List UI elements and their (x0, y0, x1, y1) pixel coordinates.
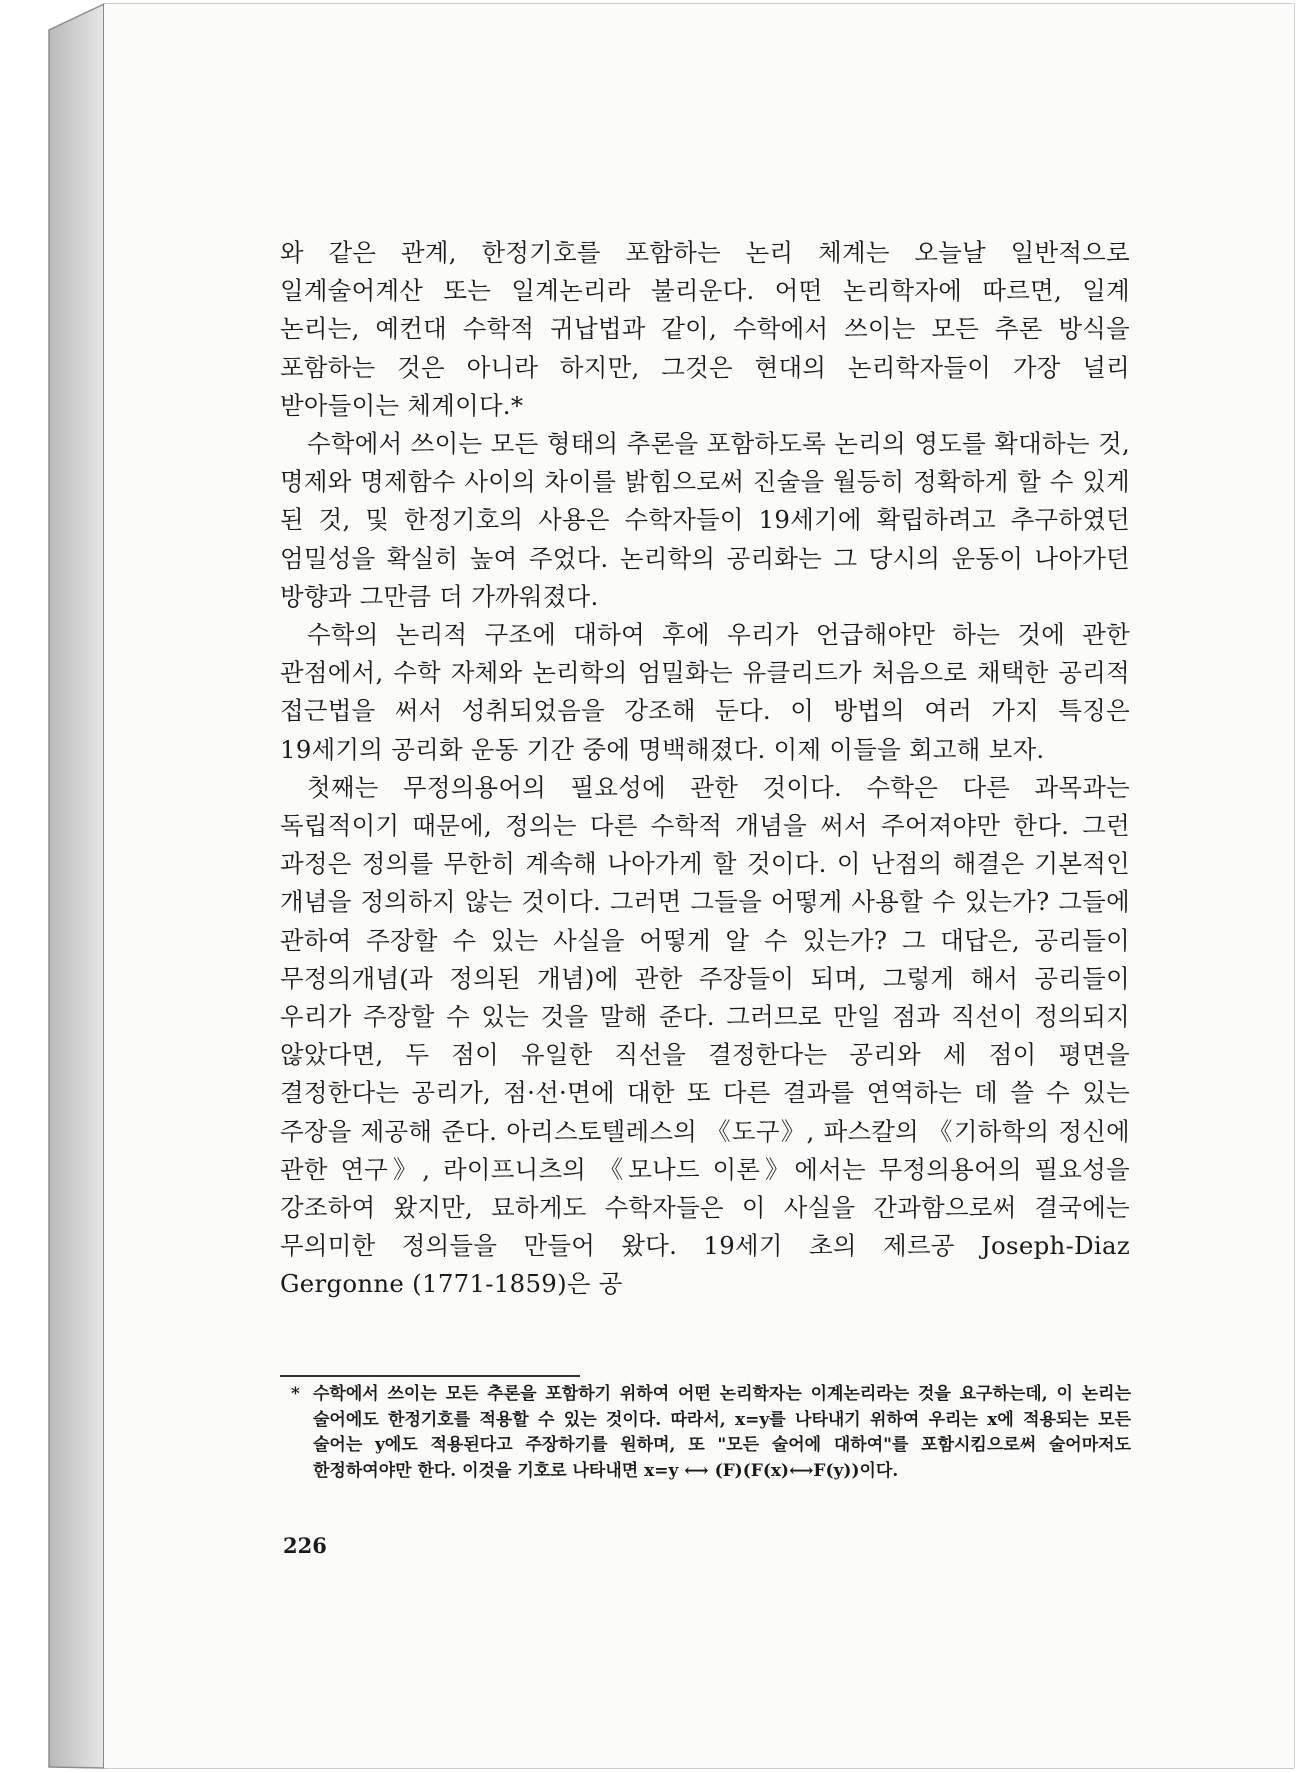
footnote-text: 수학에서 쓰이는 모든 추론을 포함하기 위하여 어떤 논리학자는 이계논리라는 것을 요구하는데, 이 논리는 술어에도 한정기호를 적용할 수 있는 것이다. 따라서, x=y를 나타내기 위하여 우리는 x에 적용되는 모든 술어는 y에도 적용된다고 주장하기를 원하며, 또 "모든 술어에 대하여"를 포함시킴으로써 술어마저도 한정하여야만 한다. 이것을 기호로 나타내면 x=y ⟷ (F)(F(x)⟷F(y))이다. (313, 1384, 1131, 1481)
page-number: 226 (283, 1533, 327, 1558)
footnote-mark: * (291, 1384, 300, 1404)
footnote (291, 1382, 1131, 1484)
paragraph: 와 같은 관계, 한정기호를 포함하는 논리 체계는 오늘날 일반적으로 일계술어계산 또는 일계논리라 불리운다. 어떤 논리학자에 따르면, 일계 논리는, 예컨대 수학적 귀납법과 같이, 수학에서 쓰이는 모든 추론 방식을 포함하는 것은 아니라 하지만, 그것은 현대의 논리학자들이 가장 널리 받아들이는 체계이다.* (280, 238, 1130, 420)
main-body-text (280, 234, 1130, 1304)
footnote-divider (280, 1375, 580, 1377)
paragraph: 수학에서 쓰이는 모든 형태의 추론을 포함하도록 논리의 영도를 확대하는 것, 명제와 명제함수 사이의 차이를 밝힘으로써 진술을 월등히 정확하게 할 수 있게 된 것, 및 한정기호의 사용은 수학자들이 19세기에 확립하려고 추구하였던 엄밀성을 확실히 높여 주었다. 논리학의 공리화는 그 당시의 운동이 나아가던 방향과 그만큼 더 가까워졌다. (280, 429, 1130, 611)
paragraph: 수학의 논리적 구조에 대하여 후에 우리가 언급해야만 하는 것에 관한 관점에서, 수학 자체와 논리학의 엄밀화는 유클리드가 처음으로 채택한 공리적 접근법을 써서 성취되었음을 강조해 둔다. 이 방법의 여러 가지 특징은 19세기의 공리화 운동 기간 중에 명백해졌다. 이제 이들을 회고해 보자. (280, 620, 1130, 764)
paragraph: 첫째는 무정의용어의 필요성에 관한 것이다. 수학은 다른 과목과는 독립적이기 때문에, 정의는 다른 수학적 개념을 써서 주어져야만 한다. 그런 과정은 정의를 무한히 계속해 나아가게 할 것이다. 이 난점의 해결은 기본적인 개념을 정의하지 않는 것이다. 그러면 그들을 어떻게 사용할 수 있는가? 그들에 관하여 주장할 수 있는 사실을 어떻게 알 수 있는가? 그 대답은, 공리들이 무정의개념(과 정의된 개념)에 관한 주장들이 되며, 그렇게 해서 공리들이 우리가 주장할 수 있는 것을 말해 준다. 그러므로 만일 점과 직선이 정의되지 않았다면, 두 점이 유일한 직선을 결정한다는 공리와 세 점이 평면을 결정한다는 공리가, 점·선·면에 대한 또 다른 결과를 연역하는 데 쓸 수 있는 주장을 제공해 준다. 아리스토텔레스의 《도구》, 파스칼의 《기하학의 정신에 관한 연구》, 라이프니츠의 《모나드 이론》에서는 무정의용어의 필요성을 강조하여 왔지만, 묘하게도 수학자들은 이 사실을 간과함으로써 결국에는 무의미한 정의들을 만들어 왔다. 19세기 초의 제르공 Joseph-Diaz Gergonne (1771-1859)은 공 (280, 772, 1130, 1299)
